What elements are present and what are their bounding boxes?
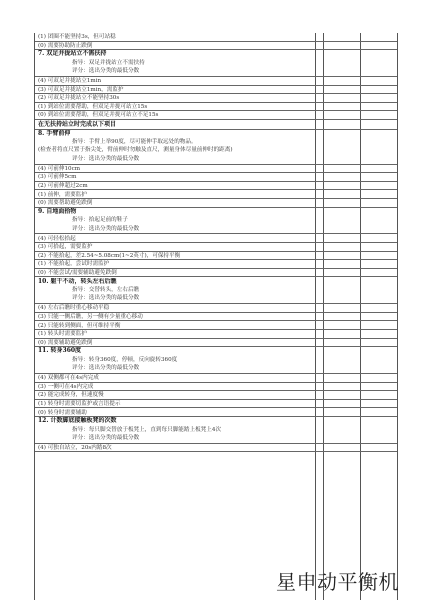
item-description [38, 347, 319, 373]
item-title: 9. 自地面拾物 [38, 207, 77, 215]
item-instruction: 评分：选出分类的最低分数 [72, 295, 140, 302]
table-row [35, 191, 397, 200]
item-instruction: 评分：选出分类的最低分数 [72, 365, 140, 372]
option-label: (0) 不能尝试/需要辅助避免跌倒 [38, 269, 117, 276]
option-label: (2) 不能拾起，差2.54~5.08cm(1~2英寸)，可保持平衡 [38, 252, 181, 259]
item-instruction: 指导：每只脚交替放于板凳上，直到每只脚能踏上板凳上4次 [72, 426, 221, 433]
item-header-row [35, 130, 397, 165]
item-description [38, 130, 319, 164]
item-instruction: 指导：交替转头，左右后瞧 [72, 286, 140, 293]
item-description [38, 208, 319, 234]
item-header-row [35, 278, 397, 305]
table-row [35, 33, 397, 42]
option-label: (4) 双侧都可在4s内完成 [38, 375, 99, 382]
table-row [35, 235, 397, 244]
option-label: (2) 只能转到侧面，但可维持平衡 [38, 322, 121, 329]
option-label: (4) 可双足并拢站立1min [38, 78, 102, 84]
table-row [35, 269, 397, 278]
item-instruction: 评分：选出分类的最低分数 [72, 225, 140, 232]
item-instruction: 指导：双足并拢站立不需扶持 [72, 59, 145, 66]
table-row [35, 339, 397, 348]
table-row [35, 391, 397, 400]
item-title: 8. 手臂前伸 [38, 129, 71, 137]
item-instruction: 评分：选出分类的最低分数 [72, 434, 140, 441]
table-row [35, 260, 397, 269]
table-row [35, 409, 397, 418]
table-row [35, 103, 397, 112]
watermark-text: 星申动平衡机 [276, 570, 399, 594]
option-label: (4) 可独自站立，20s内踏8次 [38, 444, 112, 451]
option-label: (0) 需要帮助避免跌倒 [38, 200, 93, 207]
table-row [35, 165, 397, 174]
table-row [35, 444, 397, 453]
option-label: (3) 可双足并拢站立1min，需监护 [38, 86, 124, 93]
item-title: 11. 转身360度 [38, 347, 82, 355]
table-row [35, 94, 397, 103]
option-label: (0) 需要辅助避免跌倒 [38, 339, 93, 346]
option-label: (4) 可前伸10cm [38, 165, 81, 172]
table-row [35, 252, 397, 261]
table-row [35, 374, 397, 383]
section-title: 在无扶持站立时完成以下项目 [38, 121, 117, 128]
table-row [35, 243, 397, 252]
item-title: 10. 躯干不动，转头左右后瞧 [38, 277, 117, 285]
option-label: (3) 只能一侧后瞧，另一侧有少量重心移动 [38, 313, 143, 320]
option-label: (4) 可轻松拾起 [38, 235, 76, 242]
item-instruction: 指导：手臂上举90度，尽可能伸手取远处的物品。 [72, 138, 197, 145]
option-label: (3) 一侧可在4s内完成 [38, 383, 94, 390]
option-label: (2) 可前伸超过2cm [38, 182, 88, 189]
option-label: (0) 需要协助防止跌倒 [38, 42, 93, 49]
item-header-row [35, 50, 397, 77]
item-instruction: 指导：转身360度，停顿，反向旋转360度 [72, 356, 178, 363]
table-row [35, 182, 397, 191]
assessment-table [34, 33, 398, 600]
option-label: (0) 转身时需要辅助 [38, 409, 87, 416]
item-description [38, 278, 319, 304]
item-instruction: (检查者将直尺置于指尖处，臂前伸时勿触及直尺，测量身体尽量前伸时的距离) [38, 147, 233, 154]
option-label: (2) 能完成转身，但速度慢 [38, 392, 104, 399]
section-row [35, 120, 397, 130]
table-row [35, 111, 397, 120]
option-label: (0) 到站位需要帮助，但双足并拢可站立不足15s [38, 112, 159, 119]
item-instruction: 指导：拾起足前的鞋子 [72, 217, 128, 224]
option-label: (4) 左右后瞧时重心移动平稳 [38, 305, 110, 312]
table-row [35, 173, 397, 182]
item-header-row [35, 417, 397, 444]
option-label: (1) 不能拾起，尝试时需监护 [38, 261, 110, 268]
table-row [35, 313, 397, 322]
item-description [38, 50, 319, 76]
table-row [35, 304, 397, 313]
item-description [38, 417, 319, 443]
table-row [35, 42, 397, 51]
option-label: (1) 前伸，需要监护 [38, 191, 87, 198]
table-row [35, 86, 397, 95]
option-label: (1) 到站位需要帮助，但双足并拢可站立15s [38, 103, 148, 110]
item-instruction: 评分：选出分类的最低分数 [72, 155, 140, 162]
option-label: (1) 团圈不能坚持3s，但可站稳 [38, 34, 116, 40]
table-row [35, 322, 397, 331]
item-title: 12. 计数脚底接触板凳的次数 [38, 417, 117, 425]
table-row [35, 199, 397, 208]
table-row [35, 400, 397, 409]
item-header-row [35, 208, 397, 235]
option-label: (1) 转身时需要切监护或言语提示 [38, 400, 121, 407]
item-title: 7. 双足并拢站立不需扶持 [38, 50, 107, 58]
table-row [35, 77, 397, 86]
option-label: (3) 可拾起，需要监护 [38, 244, 93, 251]
table-row [35, 330, 397, 339]
table-row [35, 383, 397, 392]
option-label: (2) 可双足并拢站立不能坚持30s [38, 95, 120, 102]
option-label: (3) 可前伸5cm [38, 174, 77, 181]
item-header-row [35, 347, 397, 374]
option-label: (1) 转头时需要监护 [38, 331, 87, 338]
item-instruction: 评分：选出分类的最低分数 [72, 68, 140, 74]
